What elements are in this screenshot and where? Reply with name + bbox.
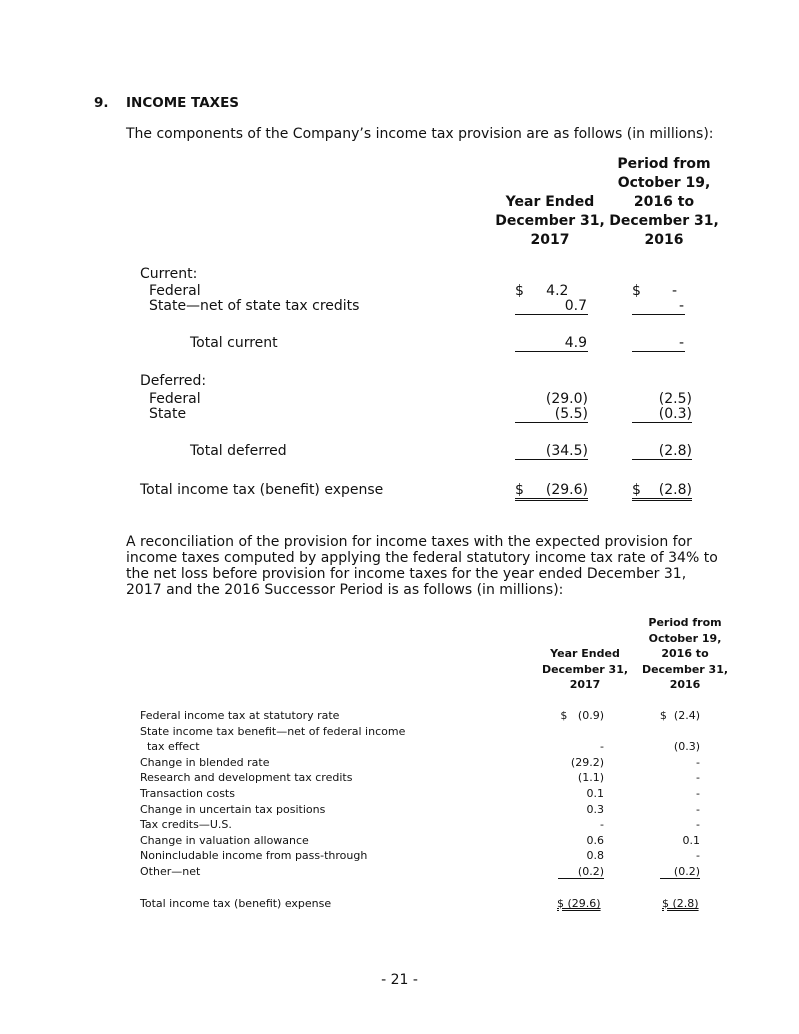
t2-row-v2: - bbox=[696, 849, 700, 863]
t1-total-label: Total income tax (benefit) expense bbox=[140, 482, 384, 498]
t2-row-v1: 0.1 bbox=[586, 787, 604, 800]
t1-row-v2: - bbox=[632, 298, 685, 315]
t1-row-v2: $ - bbox=[632, 283, 678, 299]
t2-row-v1: (1.1) bbox=[577, 771, 604, 785]
t2-row-label: tax effect bbox=[140, 740, 200, 754]
t2-row-v1: 0.3 bbox=[586, 802, 604, 816]
t1-col1-header-line: 2017 bbox=[530, 232, 570, 248]
t2-row-v1: 0.6 bbox=[586, 833, 604, 847]
t2-row-v1: (0.2) bbox=[558, 865, 604, 879]
t1-deferred-label: Deferred: bbox=[140, 373, 207, 389]
t1-row-label: State bbox=[149, 406, 187, 422]
t1-total-v1-sign: $ bbox=[515, 482, 524, 498]
t2-col1-header-line: December 31, bbox=[541, 662, 629, 676]
t2-row-v1: (29.2) bbox=[570, 755, 604, 769]
t2-col1-header-line: Year Ended bbox=[550, 647, 620, 660]
t1-total-v2-cell bbox=[632, 482, 692, 501]
t2-row-label: Change in uncertain tax positions bbox=[140, 802, 326, 816]
t1-total-deferred-label: Total deferred bbox=[190, 443, 287, 459]
t2-col2-header bbox=[640, 615, 730, 693]
t2-row-label: State income tax benefit—net of federal income bbox=[140, 724, 406, 738]
t2-row-v1: - bbox=[600, 740, 604, 754]
t1-col1-header-line: December 31, bbox=[495, 213, 605, 229]
t2-row-label: Change in valuation allowance bbox=[140, 833, 309, 847]
t1-row-v1: $ 4.2 bbox=[515, 283, 569, 299]
reconciliation-paragraph: A reconciliation of the provision for income taxes with the expected provision for income taxes computed by applying the federal statutory income tax rate of 34% to the net loss before provision for income taxes for the year ended December 31, 2017 and the 2016 Successor Period is as follows (in millions): bbox=[126, 534, 718, 598]
t1-col1-header bbox=[495, 193, 605, 250]
t1-total-v1-cell bbox=[515, 482, 588, 501]
t2-row-v1: 0.8 bbox=[586, 849, 604, 863]
t1-total-v2-sign: $ bbox=[632, 482, 641, 498]
t2-row-label: Change in blended rate bbox=[140, 755, 270, 769]
t2-col2-header-line: 2016 bbox=[669, 678, 701, 691]
t2-col1-header-line: 2017 bbox=[569, 678, 601, 691]
t1-row-v2: (0.3) bbox=[632, 406, 692, 423]
t2-total-v1: $ (29.6) bbox=[557, 897, 601, 910]
t1-col2-header-line: 2016 to bbox=[633, 194, 695, 210]
t2-col2-header-line: 2016 to bbox=[661, 647, 709, 660]
t1-row-label: Federal bbox=[149, 283, 201, 299]
t1-col2-header-line: October 19, bbox=[617, 175, 711, 191]
t1-col2-header-line: Period from bbox=[617, 156, 711, 172]
t2-row-v2: - bbox=[696, 755, 700, 769]
t2-col2-header-line: October 19, bbox=[648, 631, 722, 645]
t2-row-v2: (0.3) bbox=[673, 740, 700, 754]
t1-total-deferred-v1: (34.5) bbox=[515, 443, 588, 460]
t2-row-v2: $ (2.4) bbox=[659, 709, 700, 722]
t2-row-v1: - bbox=[600, 818, 604, 832]
t1-row-label: Federal bbox=[149, 391, 201, 407]
t1-row-v2: (2.5) bbox=[658, 391, 692, 407]
section-number: 9. bbox=[94, 95, 109, 111]
t2-row-label: Nonincludable income from pass-through bbox=[140, 849, 368, 863]
t2-row-label: Federal income tax at statutory rate bbox=[140, 709, 340, 722]
t2-col2-header-line: Period from bbox=[648, 616, 722, 629]
t2-row-v2: - bbox=[696, 802, 700, 816]
t2-row-v1: $ (0.9) bbox=[560, 709, 604, 722]
intro-paragraph: The components of the Company’s income tax provision are as follows (in millions): bbox=[126, 126, 714, 142]
t2-row-label: Research and development tax credits bbox=[140, 771, 353, 785]
t2-row-v2: 0.1 bbox=[682, 833, 700, 847]
t1-total-current-v1: 4.9 bbox=[515, 335, 588, 352]
t1-row-v1: (5.5) bbox=[515, 406, 588, 423]
t2-row-label: Transaction costs bbox=[140, 787, 235, 800]
t1-total-current-v2: - bbox=[632, 335, 685, 352]
t2-row-v2: - bbox=[696, 771, 700, 785]
t1-total-v1: (29.6) bbox=[545, 482, 588, 498]
t1-col2-header-line: December 31, bbox=[609, 213, 719, 229]
t1-current-label: Current: bbox=[140, 266, 198, 282]
t2-row-v2: - bbox=[696, 787, 700, 800]
t2-row-v2: - bbox=[696, 818, 700, 832]
t2-col1-header bbox=[540, 646, 630, 693]
t1-col2-header-line: 2016 bbox=[644, 232, 684, 248]
t1-col2-header bbox=[608, 155, 720, 250]
t2-row-label: Tax credits—U.S. bbox=[140, 818, 232, 832]
t2-total-label: Total income tax (benefit) expense bbox=[140, 897, 332, 910]
t2-row-label: Other—net bbox=[140, 865, 201, 878]
t1-row-v1: 0.7 bbox=[515, 298, 588, 315]
t1-row-v1: (29.0) bbox=[545, 391, 588, 407]
t1-total-v2: (2.8) bbox=[658, 482, 692, 498]
t2-total-v2: $ (2.8) bbox=[662, 897, 699, 910]
section-title: INCOME TAXES bbox=[126, 95, 240, 111]
t1-col1-header-line: Year Ended bbox=[505, 194, 595, 210]
t1-total-deferred-v2: (2.8) bbox=[632, 443, 692, 460]
t1-row-label: State—net of state tax credits bbox=[149, 298, 360, 314]
t1-total-current-label: Total current bbox=[190, 335, 278, 351]
t2-row-v2: (0.2) bbox=[660, 865, 700, 879]
page-number: - 21 - bbox=[381, 972, 418, 988]
t2-col2-header-line: December 31, bbox=[641, 662, 729, 676]
